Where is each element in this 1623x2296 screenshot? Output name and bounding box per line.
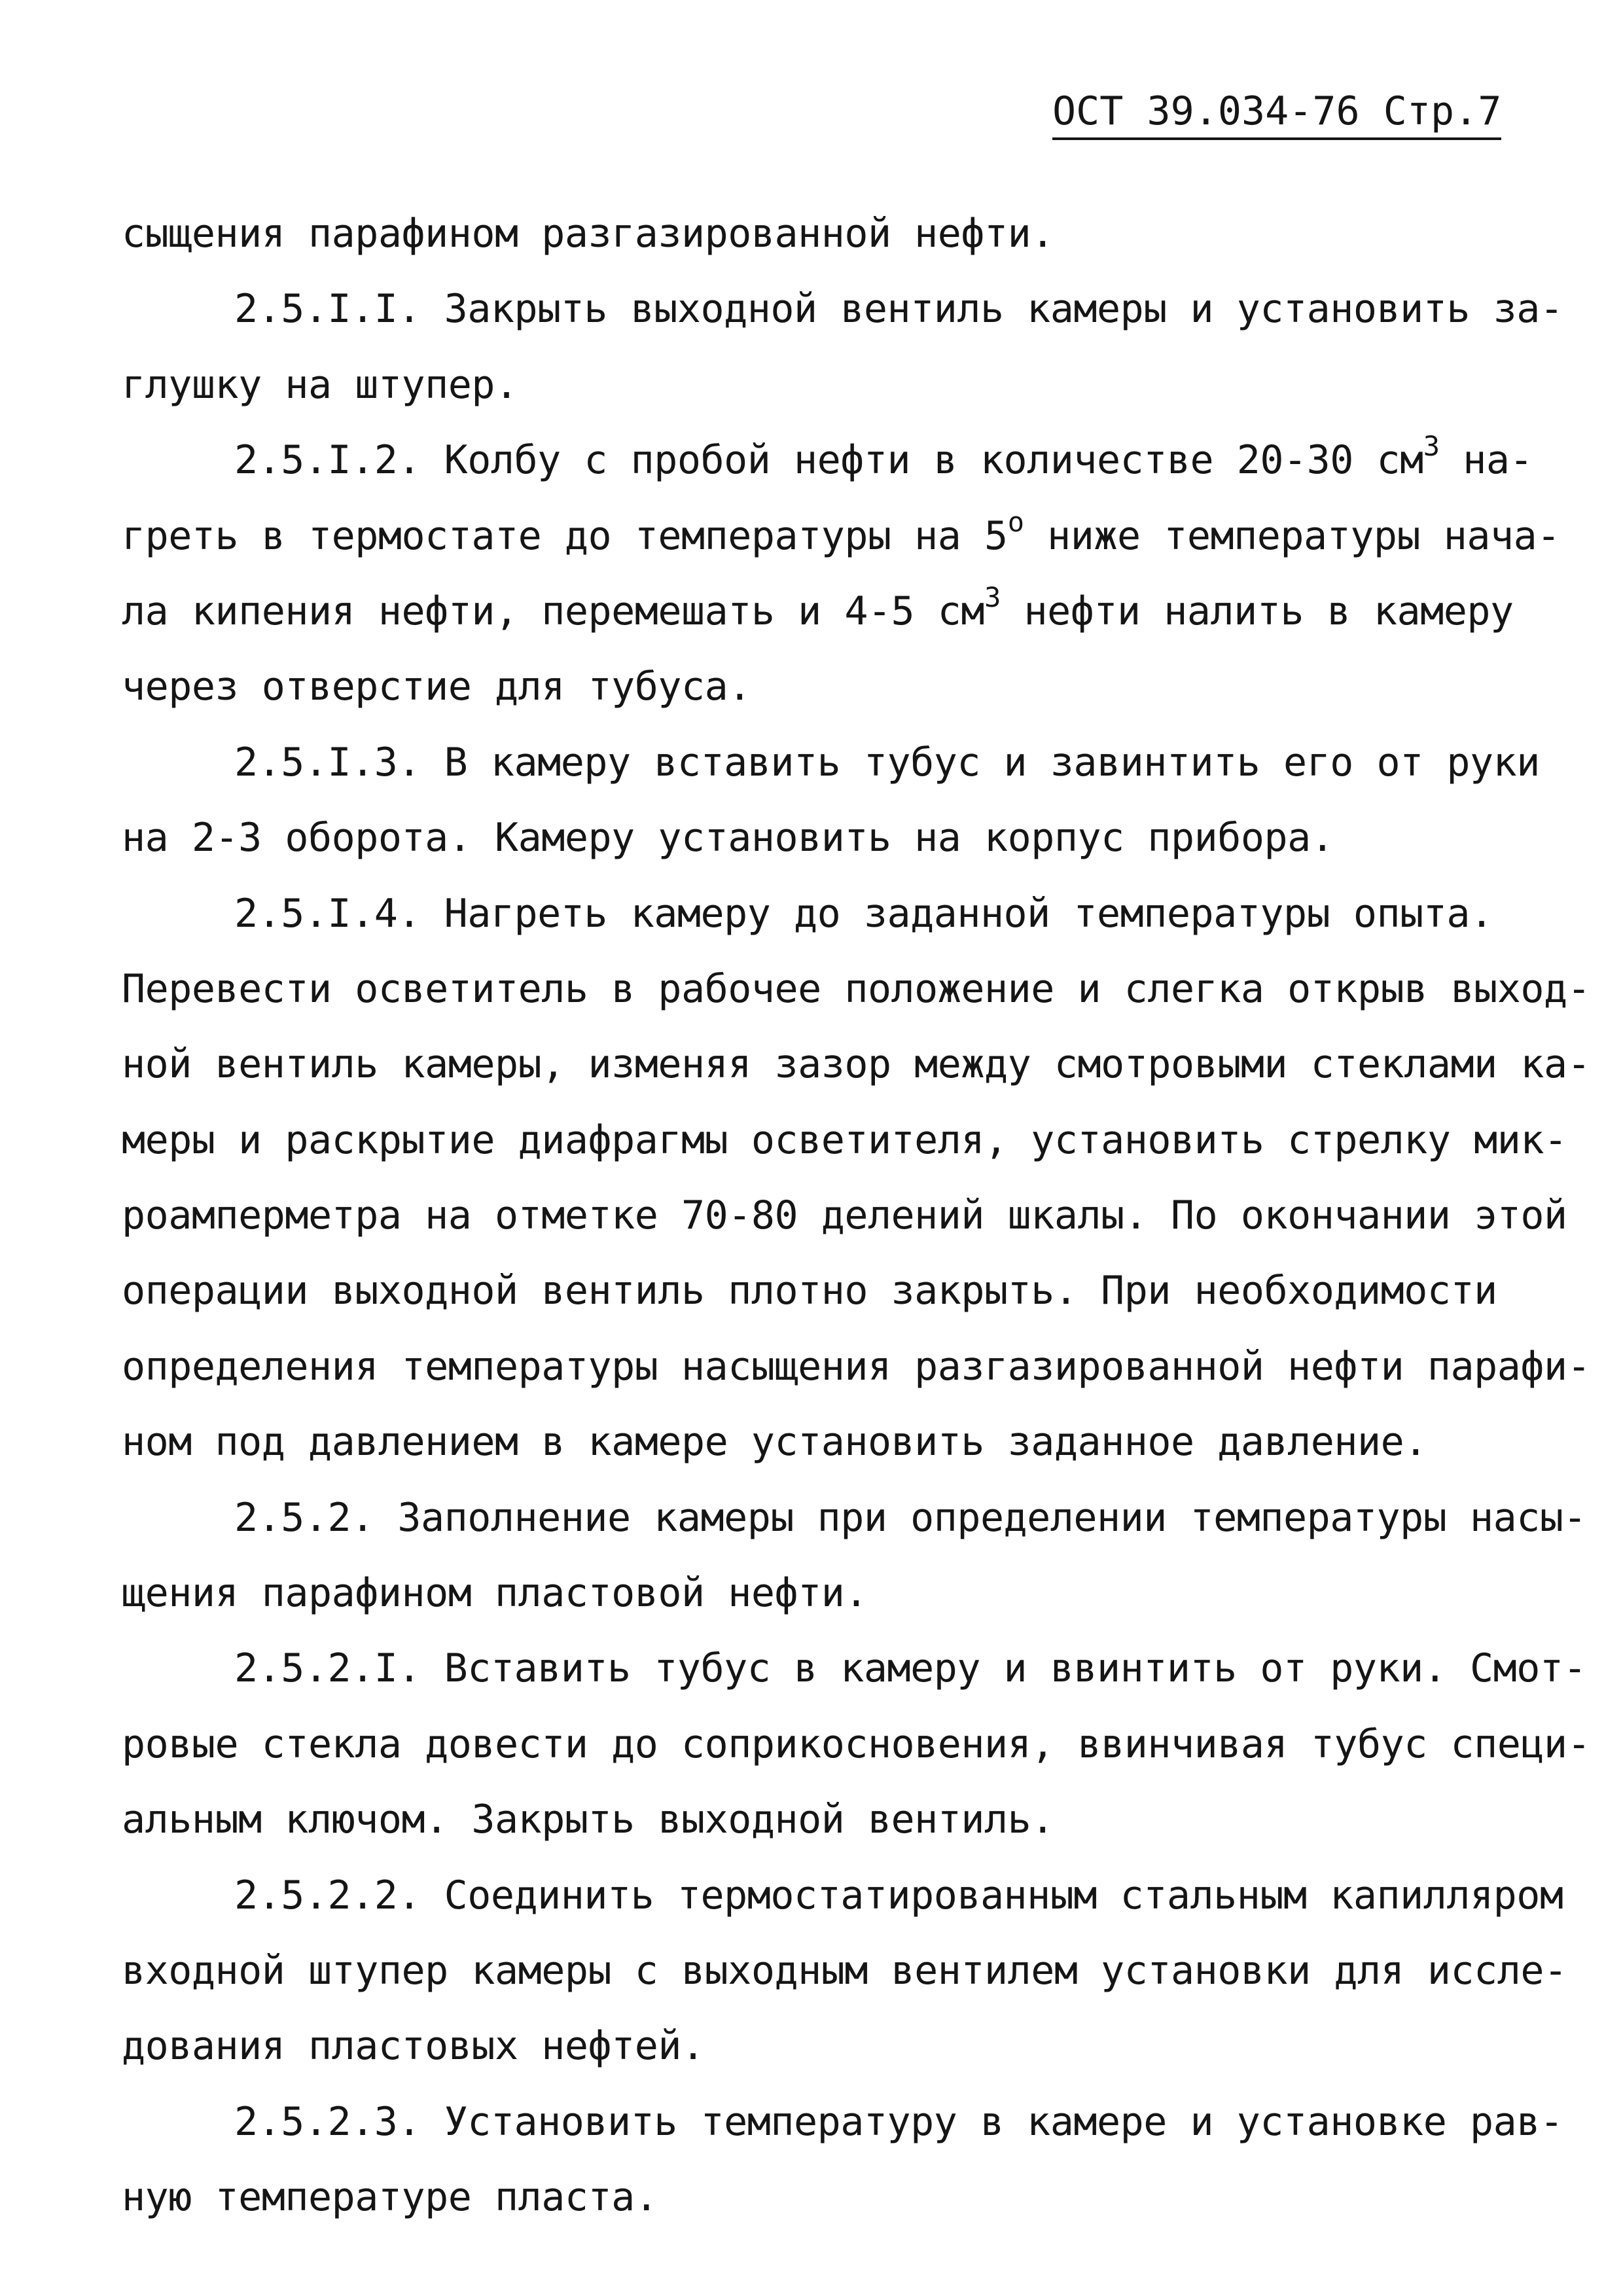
text-line: определения температуры насыщения разгазированной нефти парафи- <box>122 1343 1591 1390</box>
superscript: о <box>1007 505 1024 538</box>
paragraph-line: 2.5.2.3. Установить температуру в камере и установке рав- <box>234 2098 1563 2145</box>
text-line: ной вентиль камеры, изменяя зазор между смотровыми стеклами ка- <box>122 1041 1591 1088</box>
paragraph-line: 2.5.I.3. В камеру вставить тубус и завинтить его от руки <box>234 739 1540 785</box>
text-line: ную температуре пласта. <box>122 2174 658 2221</box>
page-header <box>1052 85 1501 140</box>
text-segment: нефти налить в камеру <box>1000 588 1514 634</box>
text-segment: ниже температуры нача- <box>1024 512 1560 559</box>
paragraph-line: 2.5.2. Заполнение камеры при определении температуры насы- <box>234 1494 1587 1541</box>
paragraph-line: 2.5.2.2. Соединить термостатированным стальным капилляром <box>234 1872 1563 1918</box>
text-line: операции выходной вентиль плотно закрыть. При необходимости <box>122 1268 1497 1314</box>
page-number: Стр.7 <box>1383 88 1502 134</box>
text-line: входной штупер камеры с выходным вентилем установки для иссле- <box>122 1947 1567 1994</box>
text-segment: 2.5.I.2. Колбу с пробой нефти в количестве 20-30 см <box>234 437 1423 484</box>
document-code: ОСТ 39.034-76 <box>1052 88 1360 134</box>
text-line: сыщения парафином разгазированной нефти. <box>122 211 1054 257</box>
text-line: щения парафином пластовой нефти. <box>122 1570 868 1617</box>
text-line: роамперметра на отметке 70-80 делений шкалы. По окончании этой <box>122 1193 1567 1239</box>
text-segment: ла кипения нефти, перемешать и 4-5 см <box>122 588 985 634</box>
text-line: на 2-3 оборота. Камеру установить на корпус прибора. <box>122 815 1334 861</box>
text-segment: греть в термостате до температуры на 5 <box>122 512 1008 559</box>
text-line: Перевести осветитель в рабочее положение и слегка открыв выход- <box>122 965 1591 1012</box>
paragraph-line: 2.5.I.4. Нагреть камеру до заданной температуры опыта. <box>234 890 1493 937</box>
text-line <box>122 574 1548 649</box>
text-line: альным ключом. Закрыть выходной вентиль. <box>122 1797 1054 1843</box>
text-line: через отверстие для тубуса. <box>122 664 751 710</box>
superscript: 3 <box>1423 430 1440 463</box>
paragraph-line: 2.5.2.I. Вставить тубус в камеру и ввинтить от руки. Смот- <box>234 1645 1587 1692</box>
text-line: дования пластовых нефтей. <box>122 2023 705 2070</box>
document-body <box>122 196 1591 2236</box>
paragraph-line <box>122 423 1548 498</box>
text-line <box>122 499 1560 574</box>
text-line: глушку на штупер. <box>122 361 518 408</box>
text-line: меры и раскрытие диафрагмы осветителя, установить стрелку мик- <box>122 1117 1567 1163</box>
text-line: ном под давлением в камере установить заданное давление. <box>122 1419 1427 1465</box>
text-line: ровые стекла довести до соприкосновения, ввинчивая тубус специ- <box>122 1721 1591 1767</box>
paragraph-line: 2.5.I.I. Закрыть выходной вентиль камеры и установить за- <box>234 286 1563 332</box>
header-separator <box>1360 88 1383 134</box>
text-segment: на- <box>1439 437 1533 484</box>
superscript: 3 <box>984 581 1001 613</box>
